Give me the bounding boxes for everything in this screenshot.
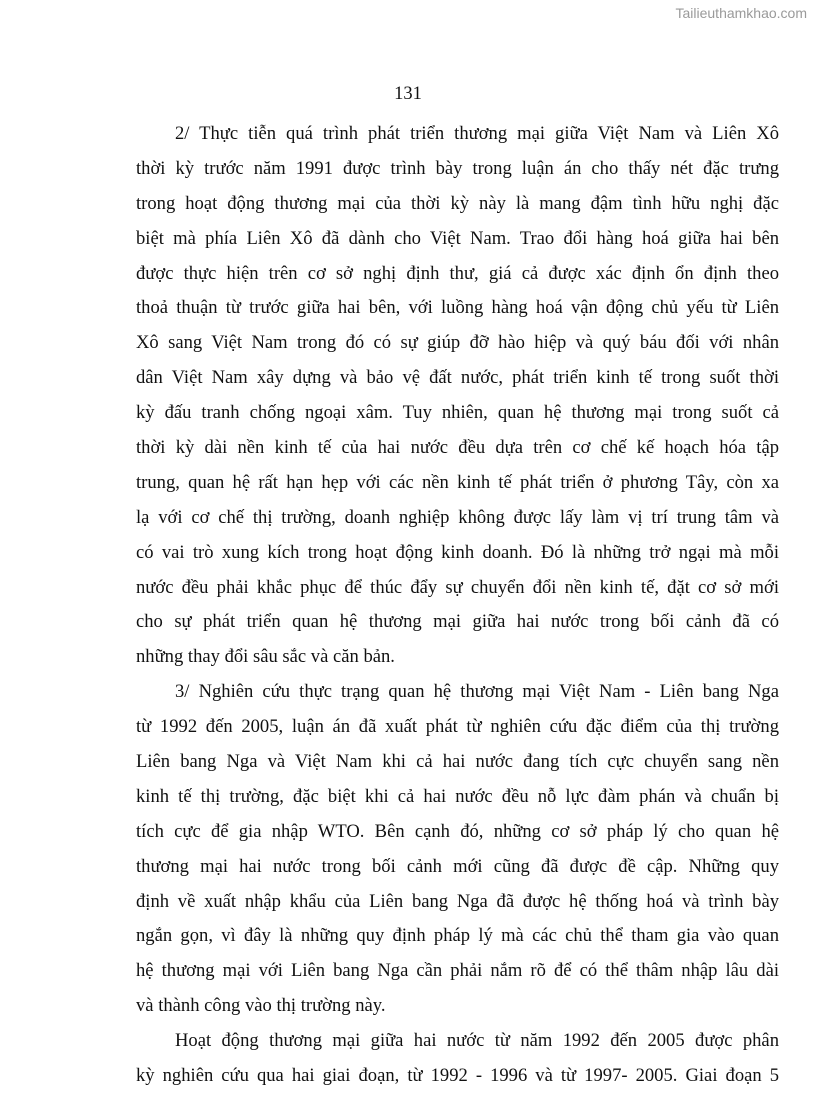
text-line: dân Việt Nam xây dựng và bảo vệ đất nước, phát triển kinh tế trong suốt thời — [136, 367, 779, 389]
text-line: được thực hiện trên cơ sở nghị định thư, giá cả được xác định ổn định theo — [136, 262, 779, 284]
text-line: nước đều phải khắc phục để thúc đẩy sự chuyển đổi nền kinh tế, đặt cơ sở mới — [136, 576, 779, 598]
watermark: Tailieuthamkhao.com — [675, 5, 807, 21]
page-number: 131 — [394, 84, 422, 104]
text-line: tích cực để gia nhập WTO. Bên cạnh đó, những cơ sở pháp lý cho quan hệ — [136, 820, 779, 842]
paragraph — [136, 675, 779, 1024]
text-line: và thành công vào thị trường này. — [136, 995, 386, 1017]
text-line: thời kỳ dài nền kinh tế của hai nước đều dựa trên cơ chế kế hoạch hóa tập — [136, 437, 779, 459]
text-line: kinh tế thị trường, đặc biệt khi cả hai nước đều nỗ lực đàm phán và chuẩn bị — [136, 785, 779, 807]
text-line: lạ với cơ chế thị trường, doanh nghiệp không được lấy làm vị trí trung tâm và — [136, 506, 779, 528]
text-line: từ 1992 đến 2005, luận án đã xuất phát từ nghiên cứu đặc điểm của thị trường — [136, 716, 779, 738]
text-line: cho sự phát triển quan hệ thương mại giữa hai nước trong bối cảnh đã có — [136, 611, 779, 633]
paragraph — [136, 117, 779, 675]
text-line: Hoạt động thương mại giữa hai nước từ năm 1992 đến 2005 được phân — [175, 1030, 779, 1052]
text-line: 2/ Thực tiễn quá trình phát triển thương mại giữa Việt Nam và Liên Xô — [175, 123, 779, 144]
paragraph — [136, 1024, 779, 1094]
text-line: định về xuất nhập khẩu của Liên bang Nga đã được hệ thống hoá và trình bày — [136, 890, 779, 912]
text-line: có vai trò xung kích trong hoạt động kinh doanh. Đó là những trở ngại mà mỗi — [136, 541, 779, 563]
text-line: hệ thương mại với Liên bang Nga cần phải nắm rõ để có thể thâm nhập lâu dài — [136, 960, 779, 982]
text-line: trung, quan hệ rất hạn hẹp với các nền kinh tế phát triển ở phương Tây, còn xa — [136, 471, 779, 493]
text-line: 3/ Nghiên cứu thực trạng quan hệ thương mại Việt Nam - Liên bang Nga — [175, 681, 779, 703]
text-line: Liên bang Nga và Việt Nam khi cả hai nước đang tích cực chuyển sang nền — [136, 751, 779, 773]
text-line: thoả thuận từ trước giữa hai bên, với luồng hàng hoá vận động chủ yếu từ Liên — [136, 297, 779, 319]
text-line: kỳ nghiên cứu qua hai giai đoạn, từ 1992 - 1996 và từ 1997- 2005. Giai đoạn 5 — [136, 1065, 779, 1087]
text-line: Xô sang Việt Nam trong đó có sự giúp đỡ hào hiệp và quý báu đối với nhân — [136, 332, 779, 354]
text-line: thương mại hai nước trong bối cảnh mới cũng đã được đề cập. Những quy — [136, 855, 779, 877]
text-line: ngắn gọn, vì đây là những quy định pháp lý mà các chủ thể tham gia vào quan — [136, 925, 779, 947]
text-line: trong hoạt động thương mại của thời kỳ này là mang đậm tình hữu nghị đặc — [136, 192, 779, 214]
body-text — [136, 117, 779, 1094]
text-line: những thay đổi sâu sắc và căn bản. — [136, 646, 395, 668]
text-line: thời kỳ trước năm 1991 được trình bày trong luận án cho thấy nét đặc trưng — [136, 157, 779, 179]
text-line: kỳ đấu tranh chống ngoại xâm. Tuy nhiên, quan hệ thương mại trong suốt cả — [136, 402, 779, 424]
text-line: biệt mà phía Liên Xô đã dành cho Việt Nam. Trao đổi hàng hoá giữa hai bên — [136, 227, 779, 249]
